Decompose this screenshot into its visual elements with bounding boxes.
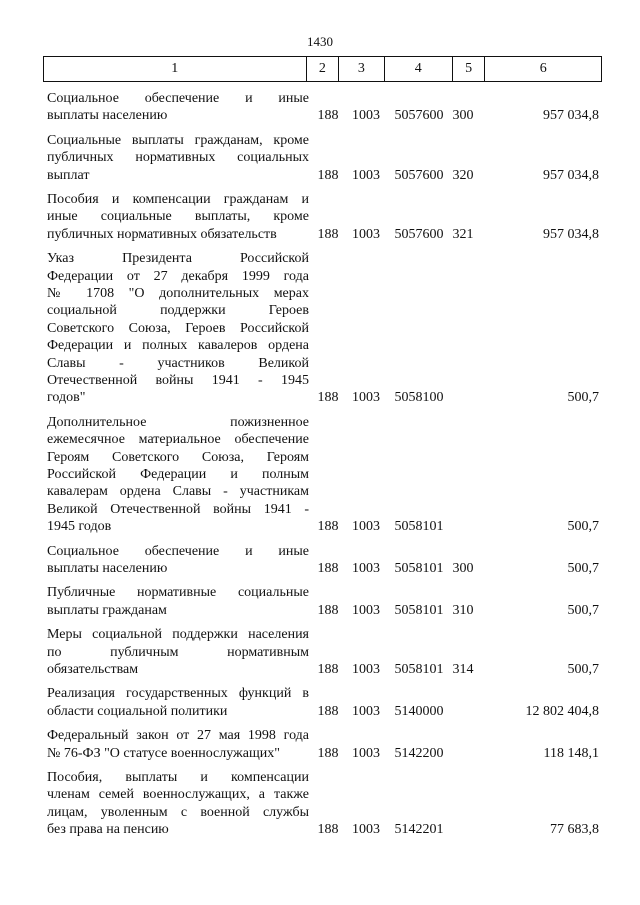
description-line: по публичным нормативным <box>47 644 309 660</box>
row-cell-c3: 1003 <box>352 745 380 761</box>
table-row <box>0 584 640 619</box>
row-cell-c6: 500,7 <box>567 390 599 406</box>
row-cell-c2: 188 <box>317 108 339 124</box>
description-line: Указ Президента Российской <box>47 251 309 267</box>
row-cell-c2: 188 <box>317 167 339 183</box>
row-cell-c6: 957 034,8 <box>543 167 599 183</box>
description-line: Социальное обеспечение и иные <box>47 91 309 106</box>
row-cell-c3: 1003 <box>352 661 380 677</box>
row-description <box>47 414 309 536</box>
row-cell-c4: 5057600 <box>394 226 444 242</box>
column-header-table <box>43 56 602 82</box>
row-cell-c4: 5058101 <box>394 560 444 576</box>
row-cell-c2: 188 <box>317 745 339 761</box>
description-line: № 1708 "О дополнительных мерах <box>47 286 309 301</box>
description-line: 1945 годов <box>47 519 112 535</box>
description-line: Федеральный закон от 27 мая 1998 года <box>47 728 309 744</box>
row-cell-c4: 5142200 <box>394 745 444 761</box>
row-cell-c3: 1003 <box>352 226 380 242</box>
description-line: лицам, уволенным с военной службы <box>47 804 309 820</box>
row-cell-c5: 300 <box>452 108 474 124</box>
row-cell-c4: 5142201 <box>394 822 444 838</box>
table-row <box>0 769 640 839</box>
description-line: публичных нормативных социальных <box>47 150 309 166</box>
row-cell-c6: 957 034,8 <box>543 226 599 242</box>
description-line: социальной поддержки Героев <box>47 303 309 319</box>
row-cell-c6: 118 148,1 <box>543 745 599 761</box>
table-row <box>0 727 640 762</box>
row-cell-c3: 1003 <box>352 560 380 576</box>
table-row <box>0 90 640 125</box>
row-cell-c3: 1003 <box>352 519 380 535</box>
description-line: выплаты гражданам <box>47 602 167 618</box>
column-header-3: 3 <box>339 57 384 82</box>
row-description <box>47 727 309 762</box>
row-cell-c2: 188 <box>317 703 339 719</box>
description-line: Российской Федерации и полным <box>47 467 309 483</box>
column-header-1: 1 <box>44 57 307 82</box>
description-line: выплат <box>47 167 90 183</box>
row-cell-c5: 314 <box>452 661 474 677</box>
row-description <box>47 90 309 125</box>
description-line: Советского Союза, Героев Российской <box>47 320 309 336</box>
row-description <box>47 685 309 720</box>
row-cell-c6: 12 802 404,8 <box>525 703 599 719</box>
table-row <box>0 191 640 243</box>
column-header-2: 2 <box>306 57 339 82</box>
row-cell-c6: 957 034,8 <box>543 108 599 124</box>
description-line: Публичные нормативные социальные <box>47 585 309 601</box>
row-description <box>47 543 309 578</box>
row-cell-c6: 500,7 <box>567 560 599 576</box>
table-row <box>0 626 640 678</box>
row-cell-c2: 188 <box>317 390 339 406</box>
table-row <box>0 132 640 184</box>
row-cell-c4: 5057600 <box>394 167 444 183</box>
description-line: области социальной политики <box>47 703 228 719</box>
row-cell-c2: 188 <box>317 602 339 618</box>
table-row <box>0 414 640 536</box>
row-cell-c4: 5140000 <box>394 703 444 719</box>
description-line: Дополнительное пожизненное <box>47 414 309 430</box>
description-line: кавалерам ордена Славы - участникам <box>47 484 309 500</box>
page-number: 1430 <box>307 34 333 49</box>
description-line: Героям Советского Союза, Героям <box>47 449 309 465</box>
description-line: Федерации от 27 декабря 1999 года <box>47 268 309 284</box>
description-line: ежемесячное материальное обеспечение <box>47 432 309 448</box>
row-cell-c4: 5058101 <box>394 661 444 677</box>
description-line: Славы - участников Великой <box>47 355 309 371</box>
row-cell-c5: 321 <box>452 226 474 242</box>
row-cell-c6: 500,7 <box>567 519 599 535</box>
description-line: Пособия и компенсации гражданам и <box>47 192 309 207</box>
column-header-4: 4 <box>384 57 452 82</box>
description-line: иные социальные выплаты, кроме <box>47 209 309 225</box>
row-cell-c2: 188 <box>317 560 339 576</box>
column-header-row <box>44 57 602 82</box>
row-cell-c4: 5058100 <box>394 390 444 406</box>
row-cell-c5: 300 <box>452 560 474 576</box>
description-line: Пособия, выплаты и компенсации <box>47 770 309 785</box>
description-line: Социальное обеспечение и иные <box>47 543 309 559</box>
description-line: выплаты населению <box>47 561 168 576</box>
row-cell-c2: 188 <box>317 822 339 838</box>
description-line: выплаты населению <box>47 108 168 124</box>
row-cell-c3: 1003 <box>352 602 380 618</box>
row-cell-c4: 5058101 <box>394 602 444 618</box>
row-cell-c3: 1003 <box>352 703 380 719</box>
description-line: обязательствам <box>47 662 139 677</box>
description-line: членам семей военнослужащих, а также <box>47 787 309 803</box>
description-line: Социальные выплаты гражданам, кроме <box>47 132 309 148</box>
row-description <box>47 584 309 619</box>
row-cell-c3: 1003 <box>352 108 380 124</box>
row-description <box>47 769 309 839</box>
row-cell-c3: 1003 <box>352 390 380 406</box>
row-cell-c4: 5057600 <box>394 108 444 124</box>
row-cell-c6: 500,7 <box>567 602 599 618</box>
row-cell-c3: 1003 <box>352 822 380 838</box>
row-cell-c6: 77 683,8 <box>550 822 599 838</box>
row-cell-c2: 188 <box>317 519 339 535</box>
description-line: № 76-ФЗ "О статусе военнослужащих" <box>47 745 280 761</box>
description-line: Меры социальной поддержки населения <box>47 627 309 643</box>
row-cell-c6: 500,7 <box>567 661 599 677</box>
description-line: публичных нормативных обязательств <box>47 226 277 242</box>
table-row <box>0 543 640 578</box>
description-line: без права на пенсию <box>47 822 169 838</box>
row-cell-c5: 310 <box>452 602 474 618</box>
row-cell-c3: 1003 <box>352 167 380 183</box>
row-description <box>47 191 309 243</box>
column-header-5: 5 <box>452 57 485 82</box>
row-description <box>47 250 309 407</box>
description-line: Отечественной войны 1941 - 1945 <box>47 373 309 389</box>
description-line: годов" <box>47 390 86 406</box>
row-description <box>47 132 309 184</box>
description-line: Великой Отечественной войны 1941 - <box>47 501 309 517</box>
table-row <box>0 685 640 720</box>
row-cell-c5: 320 <box>452 167 474 183</box>
description-line: Реализация государственных функций в <box>47 686 309 702</box>
row-cell-c4: 5058101 <box>394 519 444 535</box>
row-cell-c2: 188 <box>317 226 339 242</box>
description-line: Федерации и полных кавалеров ордена <box>47 338 309 354</box>
row-cell-c2: 188 <box>317 661 339 677</box>
row-description <box>47 626 309 678</box>
column-header-6: 6 <box>485 57 602 82</box>
table-row <box>0 250 640 407</box>
